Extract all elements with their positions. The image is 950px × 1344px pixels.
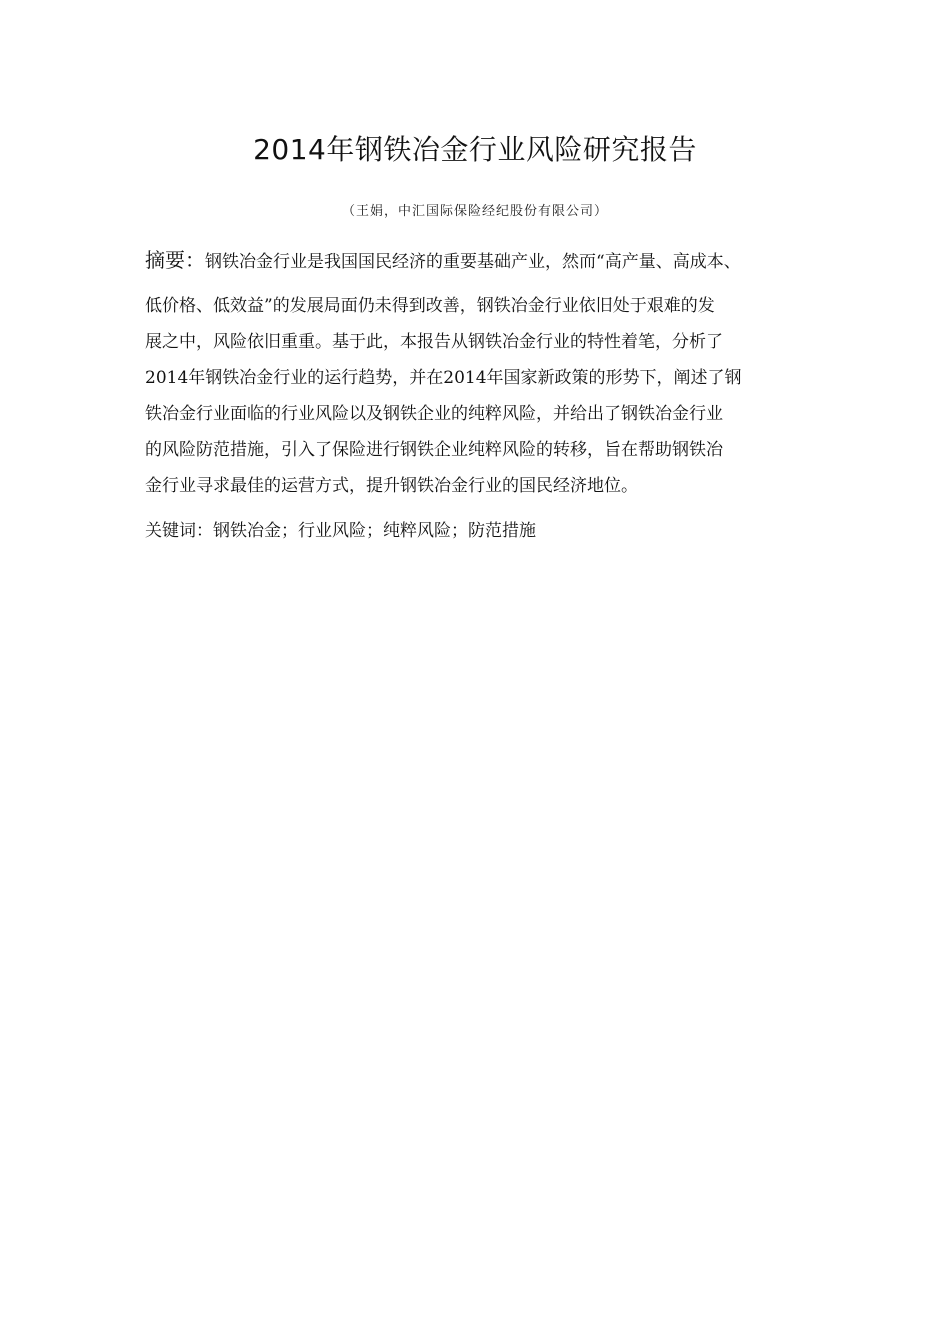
abstract-line: [145, 244, 825, 288]
abstract-line: 2014年钢铁冶金行业的运行趋势，并在2014年国家新政策的形势下，阐述了钢: [145, 368, 742, 388]
document-title: 2014年钢铁冶金行业风险研究报告: [253, 133, 697, 166]
abstract-line: 的风险防范措施，引入了保险进行钢铁企业纯粹风险的转移，旨在帮助钢铁冶: [145, 440, 723, 460]
abstract-text: 钢铁冶金行业是我国国民经济的重要基础产业，然而“高产量、高成本、: [205, 252, 741, 272]
abstract-line: 展之中，风险依旧重重。基于此，本报告从钢铁冶金行业的特性着笔，分析了: [145, 332, 723, 352]
keywords-text: 钢铁冶金；行业风险；纯粹风险；防范措施: [213, 521, 536, 541]
keywords-section: [145, 517, 536, 545]
keywords-label: 关键词：: [145, 521, 213, 541]
abstract-label: 摘要：: [145, 248, 205, 272]
abstract-section: [145, 244, 825, 504]
abstract-line: 低价格、低效益”的发展局面仍未得到改善，钢铁冶金行业依旧处于艰难的发: [145, 296, 715, 316]
abstract-line: 金行业寻求最佳的运营方式，提升钢铁冶金行业的国民经济地位。: [145, 476, 638, 496]
abstract-line: 铁冶金行业面临的行业风险以及钢铁企业的纯粹风险，并给出了钢铁冶金行业: [145, 404, 723, 424]
author-affiliation: （王娟，中汇国际保险经纪股份有限公司）: [341, 204, 608, 219]
